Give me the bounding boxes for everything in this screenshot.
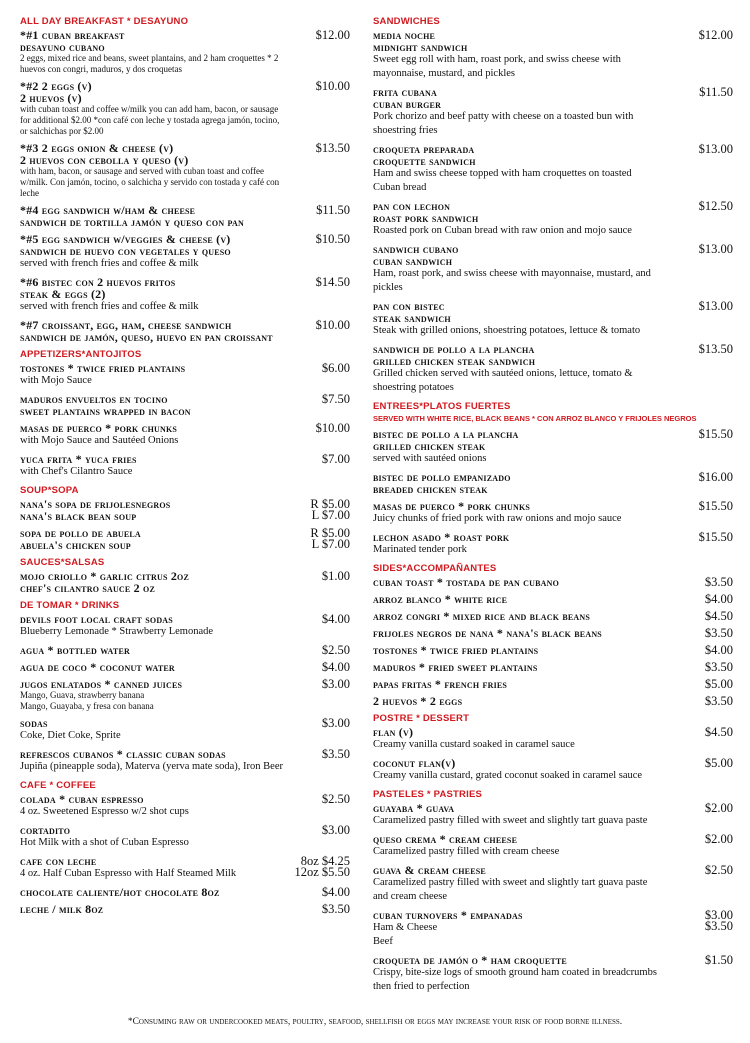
menu-item-price: $15.50 — [698, 427, 733, 441]
section-title: SOUP*SOPA — [20, 485, 79, 496]
menu-item-description: Steak with grilled onions, shoestring potatoes, lettuce & tomato — [373, 325, 641, 336]
menu-item — [373, 953, 733, 994]
menu-item-description: Sweet egg roll with ham, roast pork, and swiss cheese with mayonnaise, mustard, and pickles — [373, 54, 621, 79]
menu-item-price: $3.00 $3.50 — [704, 908, 733, 933]
menu-item-description: Blueberry Lemonade * Strawberry Lemonade — [20, 626, 214, 637]
menu-item — [20, 80, 350, 137]
menu-item — [20, 422, 350, 448]
menu-item — [373, 199, 733, 238]
menu-item-description: Marinated tender pork — [373, 544, 467, 555]
menu-item-price: $4.00 — [321, 660, 350, 674]
menu-item-price: $2.00 — [704, 832, 733, 846]
menu-item-name: agua de coco * coconut water — [20, 660, 175, 674]
menu-item — [20, 362, 350, 388]
menu-item — [373, 609, 733, 623]
menu-item-price: $13.00 — [698, 142, 733, 156]
menu-item-price: $4.00 — [704, 592, 733, 606]
menu-item-description: Caramelized pastry filled with sweet and slightly tart guava paste — [373, 815, 648, 826]
menu-item-price: $10.00 — [315, 318, 350, 332]
menu-item-name: sodas — [20, 716, 48, 730]
menu-item-name: sandwich de pollo a la plancha grilled chicken steak sandwich — [373, 342, 536, 368]
menu-item-name: *#1 cuban breakfast desayuno cubano — [20, 28, 125, 54]
menu-item-price: $4.00 — [704, 643, 733, 657]
menu-item-price: $14.50 — [315, 275, 350, 289]
menu-item-price: $2.00 — [704, 801, 733, 815]
menu-item-name: yuca frita * yuca fries — [20, 452, 137, 466]
menu-item-price: $7.00 — [321, 452, 350, 466]
menu-item-name: maduros * fried sweet plantains — [373, 660, 538, 674]
menu-item — [373, 592, 733, 606]
menu-item — [20, 233, 350, 271]
menu-item — [373, 575, 733, 589]
menu-item-name: guava & cream cheese — [373, 863, 486, 877]
menu-item-price: $1.50 — [704, 953, 733, 967]
menu-item-price: $12.00 — [698, 28, 733, 42]
menu-item-price: $10.50 — [315, 232, 350, 246]
menu-item — [20, 644, 350, 656]
menu-item — [20, 886, 350, 898]
menu-item-description: Caramelized pastry filled with cream cheese — [373, 846, 560, 857]
menu-item-price: $7.50 — [321, 392, 350, 406]
menu-item-description: Roasted pork on Cuban bread with raw onion and mojo sauce — [373, 225, 632, 236]
menu-item-price: $3.50 — [704, 626, 733, 640]
menu-item-name: *#3 2 eggs onion & cheese (v) 2 huevos con cebolla y queso (v) — [20, 141, 189, 167]
menu-item-name: mojo criollo * garlic citrus 2oz chef's cilantro sauce 2 oz — [20, 569, 189, 595]
section-title: SANDWICHES — [373, 16, 440, 27]
right-column — [373, 10, 733, 999]
menu-item-price: $10.00 — [315, 79, 350, 93]
menu-item-name: masas de puerco * pork chunks — [373, 499, 531, 513]
menu-item-price: $15.50 — [698, 530, 733, 544]
menu-item-name: sopa de pollo de abuela abuela's chicken soup — [20, 526, 141, 552]
menu-item — [373, 342, 733, 395]
menu-item-name: jugos enlatados * canned juices — [20, 677, 183, 691]
menu-item-name: croqueta preparada croquette sandwich — [373, 142, 476, 168]
menu-item — [373, 908, 733, 949]
menu-item-price: $12.50 — [698, 199, 733, 213]
menu-item — [373, 28, 733, 81]
menu-item-price: $12.00 — [315, 28, 350, 42]
menu-item-description: served with sautéed onions — [373, 453, 487, 464]
menu-item-description: with ham, bacon, or sausage and served with cuban toast and coffee w/milk. Con jamón, tocino, o salchicha y servido con tostada y café con leche — [20, 166, 280, 198]
menu-item — [20, 855, 350, 881]
menu-item-description: Crispy, bite-size logs of smooth ground ham coated in breadcrumbs then fried to perfection — [373, 967, 657, 992]
menu-item-price: $13.50 — [698, 342, 733, 356]
menu-item — [373, 832, 733, 859]
menu-item — [20, 903, 350, 915]
menu-item — [20, 29, 350, 75]
menu-item — [373, 626, 733, 640]
menu-item — [373, 470, 733, 496]
menu-item-name: media noche midnight sandwich — [373, 28, 468, 54]
menu-item-name: papas fritas * french fries — [373, 677, 508, 691]
menu-item — [20, 319, 350, 343]
menu-item-description: Grilled chicken served with sautéed onions, lettuce, tomato & shoestring potatoes — [373, 368, 633, 393]
section-title: DE TOMAR * DRINKS — [20, 600, 120, 611]
menu-item-name: leche / milk 8oz — [20, 902, 104, 916]
menu-item-description: Creamy vanilla custard, grated coconut soaked in caramel sauce — [373, 770, 643, 781]
menu-item — [373, 801, 733, 828]
section-title: ALL DAY BREAKFAST * DESAYUNO — [20, 16, 189, 27]
menu-item-price: $2.50 — [321, 643, 350, 657]
footer-disclaimer: *Consuming raw or undercooked meats, poultry, seafood, shellfish or eggs may increase your risk of food borne illness. — [127, 1017, 623, 1027]
menu-item-name: coconut flan(v) — [373, 756, 456, 770]
menu-item-price: $3.00 — [321, 716, 350, 730]
menu-item-name: lechon asado * roast pork — [373, 530, 510, 544]
menu-item — [373, 863, 733, 904]
menu-item-name: *#6 bistec con 2 huevos fritos steak & eggs (2) — [20, 275, 176, 301]
menu-item-name: frita cubana cuban burger — [373, 85, 442, 111]
menu-item — [20, 276, 350, 314]
menu-item — [20, 204, 350, 228]
menu-item-description: Juicy chunks of fried pork with raw onions and mojo sauce — [373, 513, 622, 524]
menu-item-price: $3.00 — [321, 677, 350, 691]
menu-item-name: *#5 egg sandwich w/veggies & cheese (v) sandwich de huevo con vegetales y queso — [20, 232, 231, 258]
menu-item-price: $3.50 — [321, 747, 350, 761]
menu-item-price: 8oz $4.25 12oz $5.50 — [294, 854, 350, 879]
menu-item-description: Creamy vanilla custard soaked in caramel sauce — [373, 739, 575, 750]
menu-item — [373, 660, 733, 674]
menu-item — [20, 661, 350, 673]
menu-item-price: $15.50 — [698, 499, 733, 513]
menu-item-description: Pork chorizo and beef patty with cheese on a toasted bun with shoestring fries — [373, 111, 634, 136]
menu-item-price: $5.00 — [704, 677, 733, 691]
section-title: APPETIZERS*ANTOJITOS — [20, 349, 142, 360]
menu-item-description: with cuban toast and coffee w/milk you can add ham, bacon, or sausage for additional $2.00 *con café con leche y tostada agrega jamón, tocino, or salchichas por $2.00 — [20, 104, 280, 136]
menu-item — [20, 613, 350, 639]
menu-item-name: pan con bistec steak sandwich — [373, 299, 451, 325]
menu-item-name: *#4 egg sandwich w/ham & cheese sandwich de tortilla jamón y queso con pan — [20, 203, 244, 229]
menu-item-description: 4 oz. Half Cuban Espresso with Half Steamed Milk — [20, 868, 237, 879]
menu-item — [20, 717, 350, 743]
menu-item-name: *#7 croissant, egg, ham, cheese sandwich sandwich de jamón, queso, huevo en pan croissant — [20, 318, 273, 344]
menu-item — [373, 85, 733, 138]
menu-item — [20, 570, 350, 594]
section-subtitle: SERVED WITH WHITE RICE, BLACK BEANS * CON ARROZ BLANCO Y FRIJOLES NEGROS — [373, 414, 697, 423]
menu-item-name: croqueta de jamón o * ham croquette — [373, 953, 567, 967]
menu-item-price: $5.00 — [704, 756, 733, 770]
menu-item — [373, 643, 733, 657]
menu-item-price: $2.50 — [321, 792, 350, 806]
menu-item-name: cuban turnovers * empanadas — [373, 908, 523, 922]
menu-item-description: with Mojo Sauce — [20, 375, 92, 386]
menu-item-description: with Chef's Cilantro Sauce — [20, 466, 133, 477]
menu-item-description: served with french fries and coffee & milk — [20, 258, 199, 269]
menu-item — [20, 453, 350, 479]
menu-item-description: served with french fries and coffee & milk — [20, 301, 199, 312]
menu-item-description: 4 oz. Sweetened Espresso w/2 shot cups — [20, 806, 189, 817]
menu-item — [373, 499, 733, 526]
menu-item-price: $4.50 — [704, 609, 733, 623]
menu-item-price: R $5.00 L $7.00 — [310, 526, 350, 551]
menu-item-name: nana's sopa de frijolesnegros nana's black bean soup — [20, 497, 171, 523]
menu-item-description: Coke, Diet Coke, Sprite — [20, 730, 121, 741]
menu-item-name: refrescos cubanos * classic cuban sodas — [20, 747, 226, 761]
menu-item — [373, 530, 733, 557]
menu-item-price: $3.50 — [321, 902, 350, 916]
menu-item-name: bistec de pollo a la plancha grilled chicken steak — [373, 427, 519, 453]
menu-item — [373, 677, 733, 691]
section-title: PASTELES * PASTRIES — [373, 789, 483, 800]
menu-item-price: $4.00 — [321, 612, 350, 626]
menu-item-price: $4.00 — [321, 885, 350, 899]
menu-item-name: agua * bottled water — [20, 643, 130, 657]
menu-item-price: $3.50 — [704, 660, 733, 674]
left-column — [20, 10, 350, 920]
menu-item-name: colada * cuban espresso — [20, 792, 144, 806]
menu-item-name: cafe con leche — [20, 854, 97, 868]
menu-item-name: queso crema * cream cheese — [373, 832, 518, 846]
menu-item — [20, 142, 350, 199]
menu-item-description: Jupiña (pineapple soda), Materva (yerva mate soda), Iron Beer — [20, 761, 283, 772]
menu-item — [20, 793, 350, 819]
menu-item-name: guayaba * guava — [373, 801, 455, 815]
menu-item-description: Mango, Guava, strawberry banana Mango, Guayaba, y fresa con banana — [20, 690, 154, 711]
menu-item-price: $11.50 — [316, 203, 350, 217]
menu-item-price: $1.00 — [321, 569, 350, 583]
menu-item-price: $13.00 — [698, 299, 733, 313]
menu-item — [373, 142, 733, 195]
menu-item-name: 2 huevos * 2 eggs — [373, 694, 463, 708]
menu-item-name: *#2 2 eggs (v) 2 huevos (v) — [20, 79, 92, 105]
section-title: ENTREES*PLATOS FUERTES — [373, 401, 511, 412]
menu-item — [20, 393, 350, 417]
menu-item-price: R $5.00 L $7.00 — [310, 497, 350, 522]
menu-item — [373, 299, 733, 338]
menu-item — [20, 678, 350, 712]
menu-item-price: $3.00 — [321, 823, 350, 837]
menu-item-description: 2 eggs, mixed rice and beans, sweet plantains, and 2 ham croquettes * 2 huevos con congri, maduros, y dos croquetas — [20, 53, 279, 74]
menu-item — [20, 527, 350, 551]
menu-item-price: $13.50 — [315, 141, 350, 155]
menu-item-price: $2.50 — [704, 863, 733, 877]
menu-item-name: cuban toast * tostada de pan cubano — [373, 575, 559, 589]
section-title: CAFE * COFFEE — [20, 780, 96, 791]
menu-item-name: chocolate caliente/hot chocolate 8oz — [20, 885, 220, 899]
menu-item-name: masas de puerco * pork chunks — [20, 421, 178, 435]
menu-item-name: tostones * twice fried plantains — [20, 361, 186, 375]
menu-item-price: $3.50 — [704, 694, 733, 708]
menu-item-name: pan con lechon roast pork sandwich — [373, 199, 479, 225]
menu-item — [20, 748, 350, 774]
menu-item-price: $4.50 — [704, 725, 733, 739]
menu-item-name: bistec de pollo empanizado breaded chicken steak — [373, 470, 511, 496]
menu-item-name: flan (v) — [373, 725, 414, 739]
menu-item — [373, 427, 733, 466]
menu-item-name: cortadito — [20, 823, 71, 837]
menu-item — [373, 242, 733, 295]
menu-item-price: $3.50 — [704, 575, 733, 589]
menu-item-name: devils foot local craft sodas — [20, 612, 173, 626]
menu-item-name: maduros envueltos en tocino sweet plantains wrapped in bacon — [20, 392, 191, 418]
menu-item-description: Hot Milk with a shot of Cuban Espresso — [20, 837, 189, 848]
menu-item-name: arroz blanco * white rice — [373, 592, 508, 606]
menu-item-description: Ham & Cheese Beef — [373, 922, 438, 947]
menu-item — [20, 498, 350, 522]
menu-item-name: tostones * twice fried plantains — [373, 643, 539, 657]
menu-item — [373, 756, 733, 783]
menu-item-name: arroz congri * mixed rice and black beans — [373, 609, 590, 623]
section-title: SAUCES*SALSAS — [20, 557, 105, 568]
menu-item-name: sandwich cubano cuban sandwich — [373, 242, 459, 268]
menu-item — [20, 824, 350, 850]
menu-item — [373, 694, 733, 708]
menu-item-description: Caramelized pastry filled with sweet and slightly tart guava paste and cream cheese — [373, 877, 648, 902]
section-title: SIDES*ACCOMPAÑANTES — [373, 563, 497, 574]
section-title: POSTRE * DESSERT — [373, 713, 470, 724]
menu-item-price: $16.00 — [698, 470, 733, 484]
menu-item-price: $13.00 — [698, 242, 733, 256]
menu-item — [373, 725, 733, 752]
menu-item-name: frijoles negros de nana * nana's black beans — [373, 626, 602, 640]
menu-item-description: Ham, roast pork, and swiss cheese with mayonnaise, mustard, and pickles — [373, 268, 651, 293]
menu-item-description: with Mojo Sauce and Sautéed Onions — [20, 435, 179, 446]
menu-item-price: $11.50 — [699, 85, 733, 99]
menu-item-price: $6.00 — [321, 361, 350, 375]
menu-item-description: Ham and swiss cheese topped with ham croquettes on toasted Cuban bread — [373, 168, 632, 193]
menu-item-price: $10.00 — [315, 421, 350, 435]
